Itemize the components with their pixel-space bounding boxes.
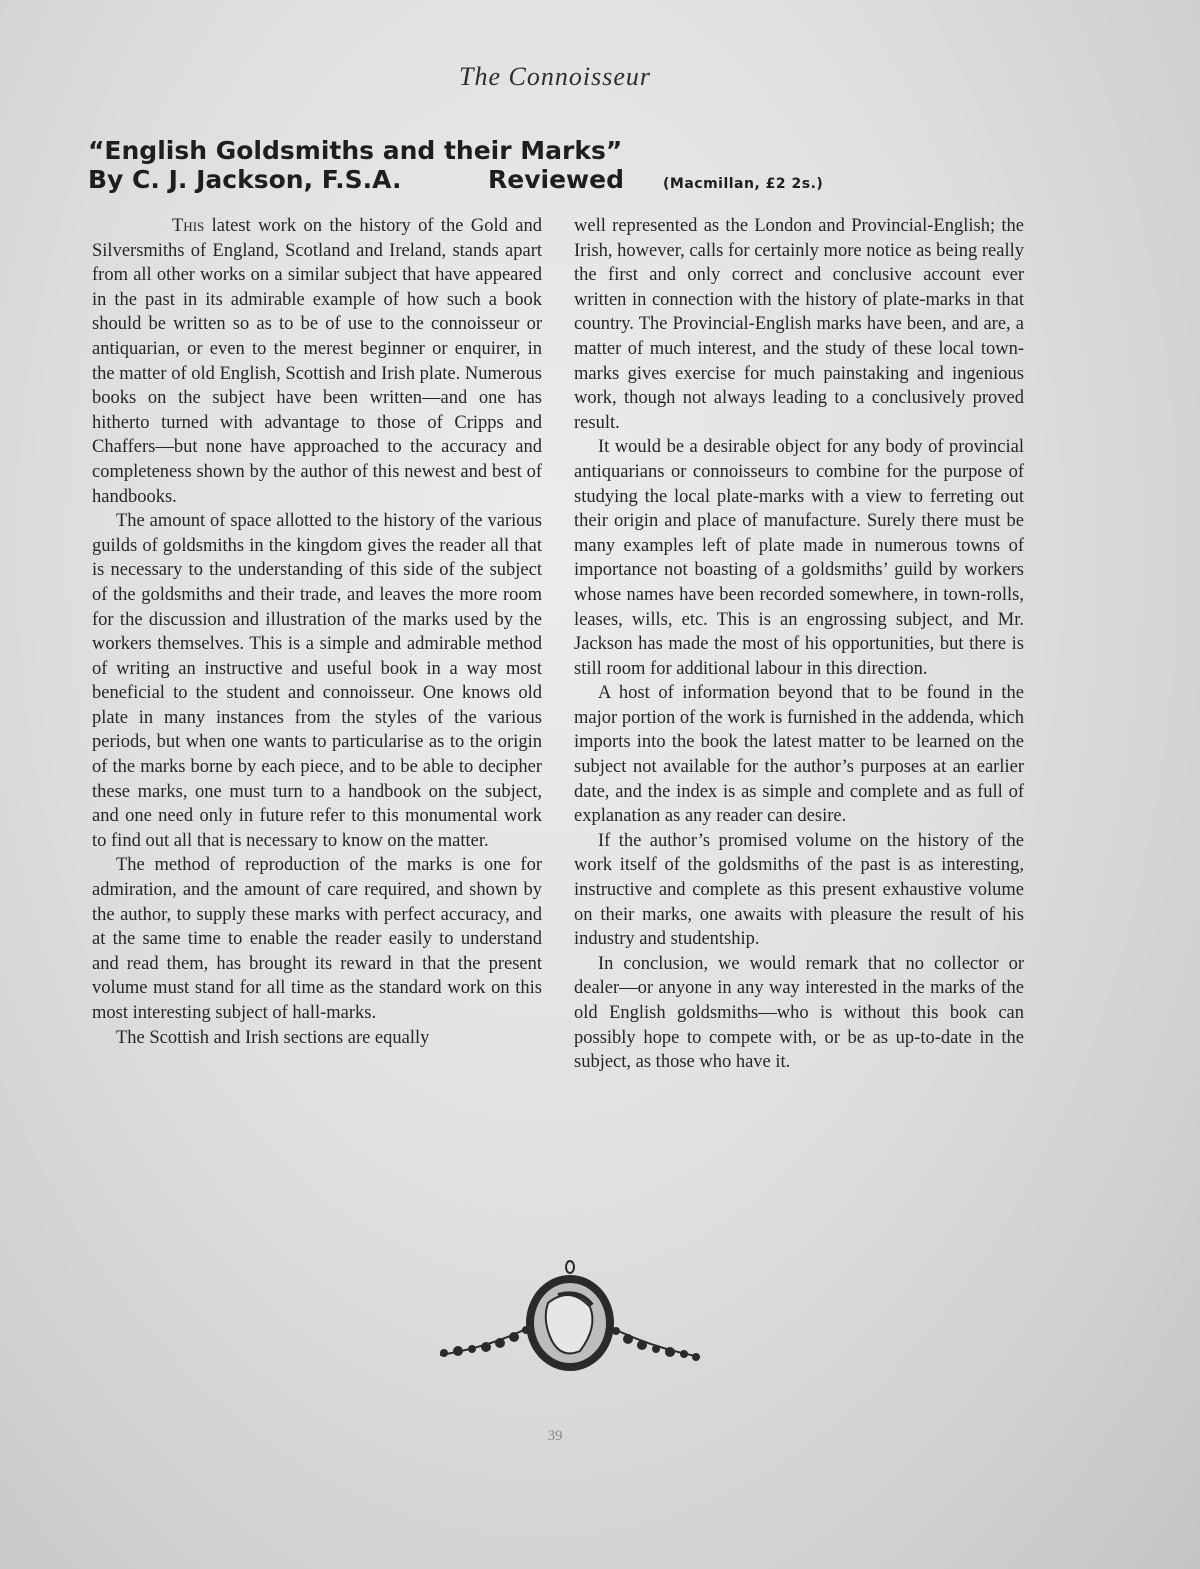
running-title: The Connoisseur: [459, 62, 651, 91]
right-column: [574, 214, 1024, 1075]
reviewed-label: Reviewed: [488, 165, 624, 194]
paragraph-text: latest work on the history of the Gold and Silversmiths of England, Scotland and Ireland, stands apart from all other works on a similar subject that have appeared in the past in its admirable example of how such a book should be written so as to be of use to the connoisseur or antiquarian, or even to the merest beginner or enquirer, in the matter of old English, Scottish and Irish plate. Numerous books on the subject have been written—and one has hitherto turned with advantage to those of Cripps and Chaffers—but none have approached to the accuracy and completeness shown by the author of this newest and best of handbooks.: [92, 216, 543, 507]
article-title: “English Goldsmiths and their Marks”: [88, 136, 623, 165]
left-column: [92, 214, 542, 1050]
paragraph: The Scottish and Irish sections are equally: [116, 1027, 430, 1048]
paragraph: well represented as the London and Provincial-English; the Irish, however, calls for certainly more notice as being really the first and only correct and conclusive account ever written in connection with the history of plate-marks in that country. The Provincial-English marks have been, and are, a matter of much interest, and the study of these local town-marks gives exercise for much painstaking and ingenious work, though not always leading to a conclusively proved result.: [574, 216, 1024, 433]
publisher-price: (Macmillan, £2 2s.): [663, 176, 824, 192]
paragraph: [92, 214, 542, 509]
paragraph: It would be a desirable object for any body of provincial antiquarians or connoisseurs to combine for the purpose of studying the local plate-marks with a view to ferreting out their origin and place of manufacture. Surely there must be many examples left of plate made in numerous towns of importance not boasting of a goldsmiths’ guild by workers whose names have been recorded somewhere, in town-rolls, leases, wills, etc. This is an engrossing subject, and Mr. Jackson has made the most of his opportunities, but there is still room for additional labour in this direction.: [574, 437, 1024, 679]
paragraph: The method of reproduction of the marks is one for admiration, and the amount of care required, and shown by the author, to supply these marks with perfect accuracy, and at the same time to enable the reader easily to understand and read them, has brought its reward in that the present volume must stand for all time as the standard work on this most interesting subject of hall-marks.: [92, 855, 542, 1023]
article-byline-row: [88, 165, 988, 199]
drop-lead-word: This: [172, 216, 205, 236]
article-byline: By C. J. Jackson, F.S.A.: [88, 165, 402, 194]
paragraph: A host of information beyond that to be found in the major portion of the work is furnished in the addenda, which imports into the book the latest matter to be learned on the subject not available for the author’s purposes at an earlier date, and the index is as simple and complete and as full of explanation as any reader can desire.: [574, 683, 1024, 827]
pendant-necklace-icon: [430, 1255, 710, 1380]
page-number: 39: [547, 1428, 563, 1444]
article-title-block: [88, 136, 988, 199]
paragraph: In conclusion, we would remark that no collector or dealer—or anyone in any way interested in the marks of the old English goldsmiths—who is without this book can possibly hope to compete with, or be as up-to-date in the subject, as those who have it.: [574, 953, 1024, 1073]
paragraph: If the author’s promised volume on the history of the work itself of the goldsmiths of the past is as interesting, instructive and complete as this present exhaustive volume on their marks, one awaits with pleasure the result of his industry and studentship.: [574, 830, 1024, 950]
paragraph: The amount of space allotted to the history of the various guilds of goldsmiths in the kingdom gives the reader all that is necessary to the understanding of this side of the subject of the goldsmiths and their trade, and leaves the more room for the discussion and illustration of the marks used by the workers themselves. This is a simple and admirable method of writing an instructive and useful book in a way most beneficial to the student and connoisseur. One knows old plate in many instances from the styles of the various periods, but when one wants to particularise as to the origin of the marks borne by each piece, and to be able to decipher these marks, one must turn to a handbook on the subject, and one need only in future refer to this monumental work to find out all that is necessary to know on the matter.: [92, 511, 542, 851]
